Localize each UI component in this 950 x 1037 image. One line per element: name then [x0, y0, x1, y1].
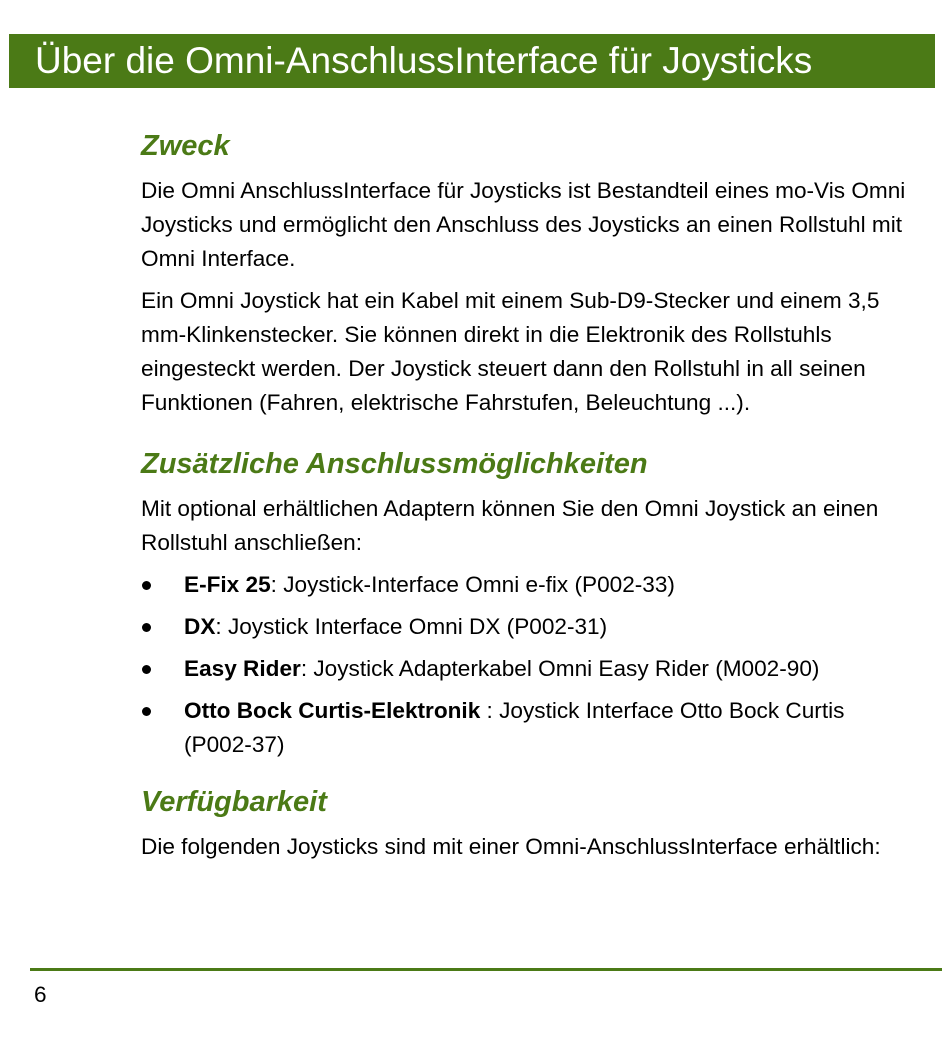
section-zusaetzliche-anschlussmoeglichkeiten	[141, 446, 911, 762]
section-heading: Zweck	[141, 130, 230, 162]
bullet-icon	[142, 665, 151, 674]
list-item	[141, 610, 911, 644]
paragraph: Ein Omni Joystick hat ein Kabel mit einem Sub-D9-Stecker und einem 3,5 mm-Klinkenstecker. Sie können direkt in die Elektronik des Rollstuhls eingesteckt werden. Der Joystick steuert dann den Rollstuhl in all seinen Funktionen (Fahren, elektrische Fahrstufen, Beleuchtung ...).	[141, 288, 880, 415]
list-item-text: : Joystick Adapterkabel Omni Easy Rider (M002-90)	[300, 656, 820, 681]
list-item-text: : Joystick Interface Otto Bock Curtis (P002-37)	[184, 698, 845, 757]
paragraph: Mit optional erhältlichen Adaptern können Sie den Omni Joystick an einen Rollstuhl anschließen:	[141, 496, 879, 555]
section-zweck	[141, 128, 911, 420]
section-heading: Verfügbarkeit	[141, 786, 327, 818]
footer-divider	[30, 968, 942, 971]
list-item-term: DX	[184, 614, 216, 639]
adapter-list	[141, 568, 911, 762]
list-item-term: E-Fix 25	[184, 572, 271, 597]
paragraph: Die Omni AnschlussInterface für Joysticks ist Bestandteil eines mo-Vis Omni Joysticks und ermöglicht den Anschluss des Joysticks an einen Rollstuhl mit Omni Interface.	[141, 178, 906, 271]
list-item	[141, 652, 911, 686]
list-item-term: Easy Rider	[184, 656, 301, 681]
list-item-text: : Joystick-Interface Omni e-fix (P002-33)	[270, 572, 675, 597]
bullet-icon	[142, 623, 151, 632]
bullet-icon	[142, 707, 151, 716]
paragraph: Die folgenden Joysticks sind mit einer Omni-AnschlussInterface erhältlich:	[141, 834, 881, 859]
list-item	[141, 568, 911, 602]
title-bar	[9, 34, 935, 88]
section-heading: Zusätzliche Anschlussmöglichkeiten	[141, 448, 648, 480]
bullet-icon	[142, 581, 151, 590]
section-verfuegbarkeit	[141, 784, 911, 864]
list-item-term: Otto Bock Curtis-Elektronik	[184, 698, 481, 723]
page-number: 6	[34, 982, 47, 1007]
list-item-text: : Joystick Interface Omni DX (P002-31)	[215, 614, 608, 639]
list-item	[141, 694, 911, 762]
document-body	[141, 128, 911, 864]
page-title: Über die Omni-AnschlussInterface für Joysticks	[35, 40, 813, 81]
